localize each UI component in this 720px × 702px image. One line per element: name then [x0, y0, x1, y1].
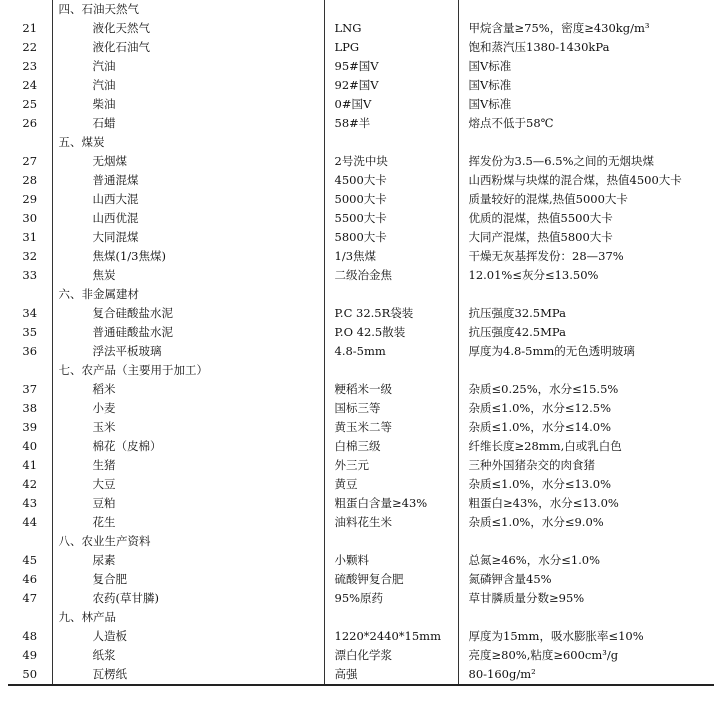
- table-row: [8, 570, 714, 589]
- table-row: [8, 475, 714, 494]
- commodity-name: 棉花（皮棉）: [52, 437, 324, 456]
- quality-standard: 挥发份为3.5—6.5%之间的无烟块煤: [468, 154, 655, 168]
- commodity-spec: 2号洗中块: [324, 152, 458, 171]
- commodity-name: 复合硅酸盐水泥: [52, 304, 324, 323]
- quality-standard: 纤维长度≥28mm,白或乳白色: [468, 439, 622, 453]
- row-number: 26: [8, 114, 52, 133]
- quality-standard: 杂质≤1.0%，水分≤9.0%: [468, 515, 604, 529]
- commodity-name: 大豆: [52, 475, 324, 494]
- category-blank-cell: [324, 285, 458, 304]
- commodity-spec: 92#国Ⅴ: [324, 76, 458, 95]
- table-row: [8, 228, 714, 247]
- commodity-spec: 国标三等: [324, 399, 458, 418]
- row-number: 45: [8, 551, 52, 570]
- row-number: 31: [8, 228, 52, 247]
- commodity-spec: 粗蛋白含量≥43%: [324, 494, 458, 513]
- commodity-name: 农药(草甘膦): [52, 589, 324, 608]
- table-row: [8, 114, 714, 133]
- commodity-spec: 黄豆: [324, 475, 458, 494]
- commodity-name: 浮法平板玻璃: [52, 342, 324, 361]
- commodity-name: 复合肥: [52, 570, 324, 589]
- category-blank-cell: [324, 532, 458, 551]
- row-number: 41: [8, 456, 52, 475]
- quality-standard: 杂质≤1.0%，水分≤14.0%: [468, 420, 612, 434]
- commodity-spec: P.C 32.5R袋装: [324, 304, 458, 323]
- quality-standard: 厚度为15mm，吸水膨胀率≤10%: [468, 629, 644, 643]
- commodity-name: 普通硅酸盐水泥: [52, 323, 324, 342]
- quality-standard: 12.01%≤灰分≤13.50%: [468, 268, 599, 282]
- commodity-name: 小麦: [52, 399, 324, 418]
- commodity-name: 山西优混: [52, 209, 324, 228]
- table-body: [8, 0, 714, 685]
- row-number: 34: [8, 304, 52, 323]
- table-row: [8, 437, 714, 456]
- quality-standard: 粗蛋白≥43%，水分≤13.0%: [468, 496, 619, 510]
- row-number: 27: [8, 152, 52, 171]
- row-number: 33: [8, 266, 52, 285]
- table-row: [8, 494, 714, 513]
- table-row: [8, 304, 714, 323]
- row-number: 25: [8, 95, 52, 114]
- table-row: [8, 456, 714, 475]
- row-number: 46: [8, 570, 52, 589]
- commodity-spec: 95%原药: [324, 589, 458, 608]
- table-row: [8, 323, 714, 342]
- quality-standard: 草甘膦质量分数≥95%: [468, 591, 585, 605]
- quality-standard: 抗压强度32.5MPa: [468, 306, 566, 320]
- commodity-name: 瓦楞纸: [52, 665, 324, 685]
- commodity-name: 液化天然气: [52, 19, 324, 38]
- category-blank-cell: [324, 608, 458, 627]
- quality-standard: 氮磷钾含量45%: [468, 572, 552, 586]
- commodity-spec: 58#半: [324, 114, 458, 133]
- row-number: 50: [8, 665, 52, 685]
- quality-standard: 国Ⅴ标准: [468, 78, 512, 92]
- category-label: 四、石油天然气: [52, 0, 324, 19]
- category-label: 五、煤炭: [52, 133, 324, 152]
- row-number: 29: [8, 190, 52, 209]
- row-number: 38: [8, 399, 52, 418]
- quality-standard: 国Ⅴ标准: [468, 59, 512, 73]
- commodity-spec: 硫酸钾复合肥: [324, 570, 458, 589]
- commodity-name: 人造板: [52, 627, 324, 646]
- category-blank-cell: [8, 133, 52, 152]
- row-number: 24: [8, 76, 52, 95]
- commodity-spec: 白棉三级: [324, 437, 458, 456]
- category-blank-cell: [458, 608, 714, 627]
- row-number: 23: [8, 57, 52, 76]
- table-row: [8, 513, 714, 532]
- category-row: [8, 0, 714, 19]
- commodity-name: 柴油: [52, 95, 324, 114]
- table-row: [8, 76, 714, 95]
- table-row: [8, 380, 714, 399]
- quality-standard: 杂质≤1.0%，水分≤12.5%: [468, 401, 612, 415]
- commodity-name: 无烟煤: [52, 152, 324, 171]
- commodity-spec: 5000大卡: [324, 190, 458, 209]
- quality-standard: 亮度≥80%,粘度≥600cm³/g: [468, 648, 619, 662]
- commodity-table: [8, 0, 714, 686]
- commodity-name: 大同混煤: [52, 228, 324, 247]
- row-number: 22: [8, 38, 52, 57]
- commodity-spec: 5500大卡: [324, 209, 458, 228]
- commodity-name: 尿素: [52, 551, 324, 570]
- table-row: [8, 418, 714, 437]
- quality-standard: 抗压强度42.5MPa: [468, 325, 566, 339]
- quality-standard: 干燥无灰基挥发份：28—37%: [468, 249, 624, 263]
- quality-standard: 三种外国猪杂交的肉食猪: [468, 458, 595, 472]
- commodity-name: 花生: [52, 513, 324, 532]
- commodity-spec: LPG: [324, 38, 458, 57]
- commodity-name: 纸浆: [52, 646, 324, 665]
- commodity-spec: 1/3焦煤: [324, 247, 458, 266]
- commodity-spec: 4.8-5mm: [324, 342, 458, 361]
- quality-standard: 国Ⅴ标准: [468, 97, 512, 111]
- quality-standard: 质量较好的混煤,热值5000大卡: [468, 192, 628, 206]
- commodity-spec: 5800大卡: [324, 228, 458, 247]
- row-number: 21: [8, 19, 52, 38]
- row-number: 30: [8, 209, 52, 228]
- commodity-spec: P.O 42.5散装: [324, 323, 458, 342]
- row-number: 40: [8, 437, 52, 456]
- quality-standard: 厚度为4.8-5mm的无色透明玻璃: [468, 344, 635, 358]
- commodity-name: 焦煤(1/3焦煤): [52, 247, 324, 266]
- table-row: [8, 399, 714, 418]
- row-number: 49: [8, 646, 52, 665]
- row-number: 39: [8, 418, 52, 437]
- table-row: [8, 551, 714, 570]
- commodity-name: 豆粕: [52, 494, 324, 513]
- row-number: 36: [8, 342, 52, 361]
- commodity-spec: 4500大卡: [324, 171, 458, 190]
- row-number: 42: [8, 475, 52, 494]
- commodity-spec: 黄玉米二等: [324, 418, 458, 437]
- quality-standard: 饱和蒸汽压1380-1430kPa: [468, 40, 610, 54]
- category-blank-cell: [458, 285, 714, 304]
- commodity-name: 液化石油气: [52, 38, 324, 57]
- quality-standard: 大同产混煤，热值5800大卡: [468, 230, 613, 244]
- commodity-spec: 二级冶金焦: [324, 266, 458, 285]
- table-row: [8, 95, 714, 114]
- quality-standard: 山西粉煤与块煤的混合煤，热值4500大卡: [468, 173, 682, 187]
- commodity-spec: 高强: [324, 665, 458, 685]
- commodity-spec: 小颗料: [324, 551, 458, 570]
- category-label: 八、农业生产资料: [52, 532, 324, 551]
- category-blank-cell: [458, 133, 714, 152]
- table-row: [8, 38, 714, 57]
- category-blank-cell: [8, 361, 52, 380]
- row-number: 44: [8, 513, 52, 532]
- quality-standard: 甲烷含量≥75%，密度≥430kg/m³: [468, 21, 650, 35]
- row-number: 35: [8, 323, 52, 342]
- category-row: [8, 133, 714, 152]
- category-blank-cell: [324, 0, 458, 19]
- table-row: [8, 247, 714, 266]
- quality-standard: 优质的混煤，热值5500大卡: [468, 211, 613, 225]
- commodity-name: 焦炭: [52, 266, 324, 285]
- commodity-name: 汽油: [52, 76, 324, 95]
- table-row: [8, 190, 714, 209]
- category-blank-cell: [8, 285, 52, 304]
- commodity-spec: 95#国Ⅴ: [324, 57, 458, 76]
- category-label: 六、非金属建材: [52, 285, 324, 304]
- row-number: 47: [8, 589, 52, 608]
- table-row: [8, 19, 714, 38]
- quality-standard: 熔点不低于58℃: [468, 116, 554, 130]
- commodity-name: 玉米: [52, 418, 324, 437]
- row-number: 32: [8, 247, 52, 266]
- quality-standard: 总氮≥46%，水分≤1.0%: [468, 553, 601, 567]
- category-blank-cell: [8, 532, 52, 551]
- row-number: 48: [8, 627, 52, 646]
- row-number: 43: [8, 494, 52, 513]
- commodity-spec: LNG: [324, 19, 458, 38]
- quality-standard: 80-160g/m²: [458, 665, 714, 685]
- commodity-spec: 外三元: [324, 456, 458, 475]
- commodity-name: 山西大混: [52, 190, 324, 209]
- table-row: [8, 57, 714, 76]
- category-blank-cell: [458, 0, 714, 19]
- row-number: 28: [8, 171, 52, 190]
- category-blank-cell: [8, 0, 52, 19]
- category-row: [8, 285, 714, 304]
- commodity-name: 稻米: [52, 380, 324, 399]
- commodity-spec: 油料花生米: [324, 513, 458, 532]
- category-blank-cell: [324, 361, 458, 380]
- commodity-spec: 漂白化学浆: [324, 646, 458, 665]
- quality-standard: 杂质≤1.0%，水分≤13.0%: [468, 477, 612, 491]
- category-row: [8, 608, 714, 627]
- table-row: [8, 589, 714, 608]
- table-row: [8, 627, 714, 646]
- commodity-name: 汽油: [52, 57, 324, 76]
- commodity-spec: 0#国Ⅴ: [324, 95, 458, 114]
- commodity-name: 石蜡: [52, 114, 324, 133]
- category-blank-cell: [324, 133, 458, 152]
- commodity-name: 普通混煤: [52, 171, 324, 190]
- category-blank-cell: [8, 608, 52, 627]
- category-blank-cell: [458, 532, 714, 551]
- category-row: [8, 532, 714, 551]
- table-row: [8, 646, 714, 665]
- commodity-spec: 1220*2440*15mm: [324, 627, 458, 646]
- table-row: [8, 665, 714, 685]
- table-row: [8, 171, 714, 190]
- commodity-name: 生猪: [52, 456, 324, 475]
- row-number: 37: [8, 380, 52, 399]
- commodity-spec: 粳稻米一级: [324, 380, 458, 399]
- table-row: [8, 342, 714, 361]
- category-label: 七、农产品（主要用于加工）: [52, 361, 324, 380]
- category-blank-cell: [458, 361, 714, 380]
- table-row: [8, 152, 714, 171]
- category-label: 九、林产品: [52, 608, 324, 627]
- category-row: [8, 361, 714, 380]
- table-row: [8, 209, 714, 228]
- table-row: [8, 266, 714, 285]
- quality-standard: 杂质≤0.25%，水分≤15.5%: [468, 382, 619, 396]
